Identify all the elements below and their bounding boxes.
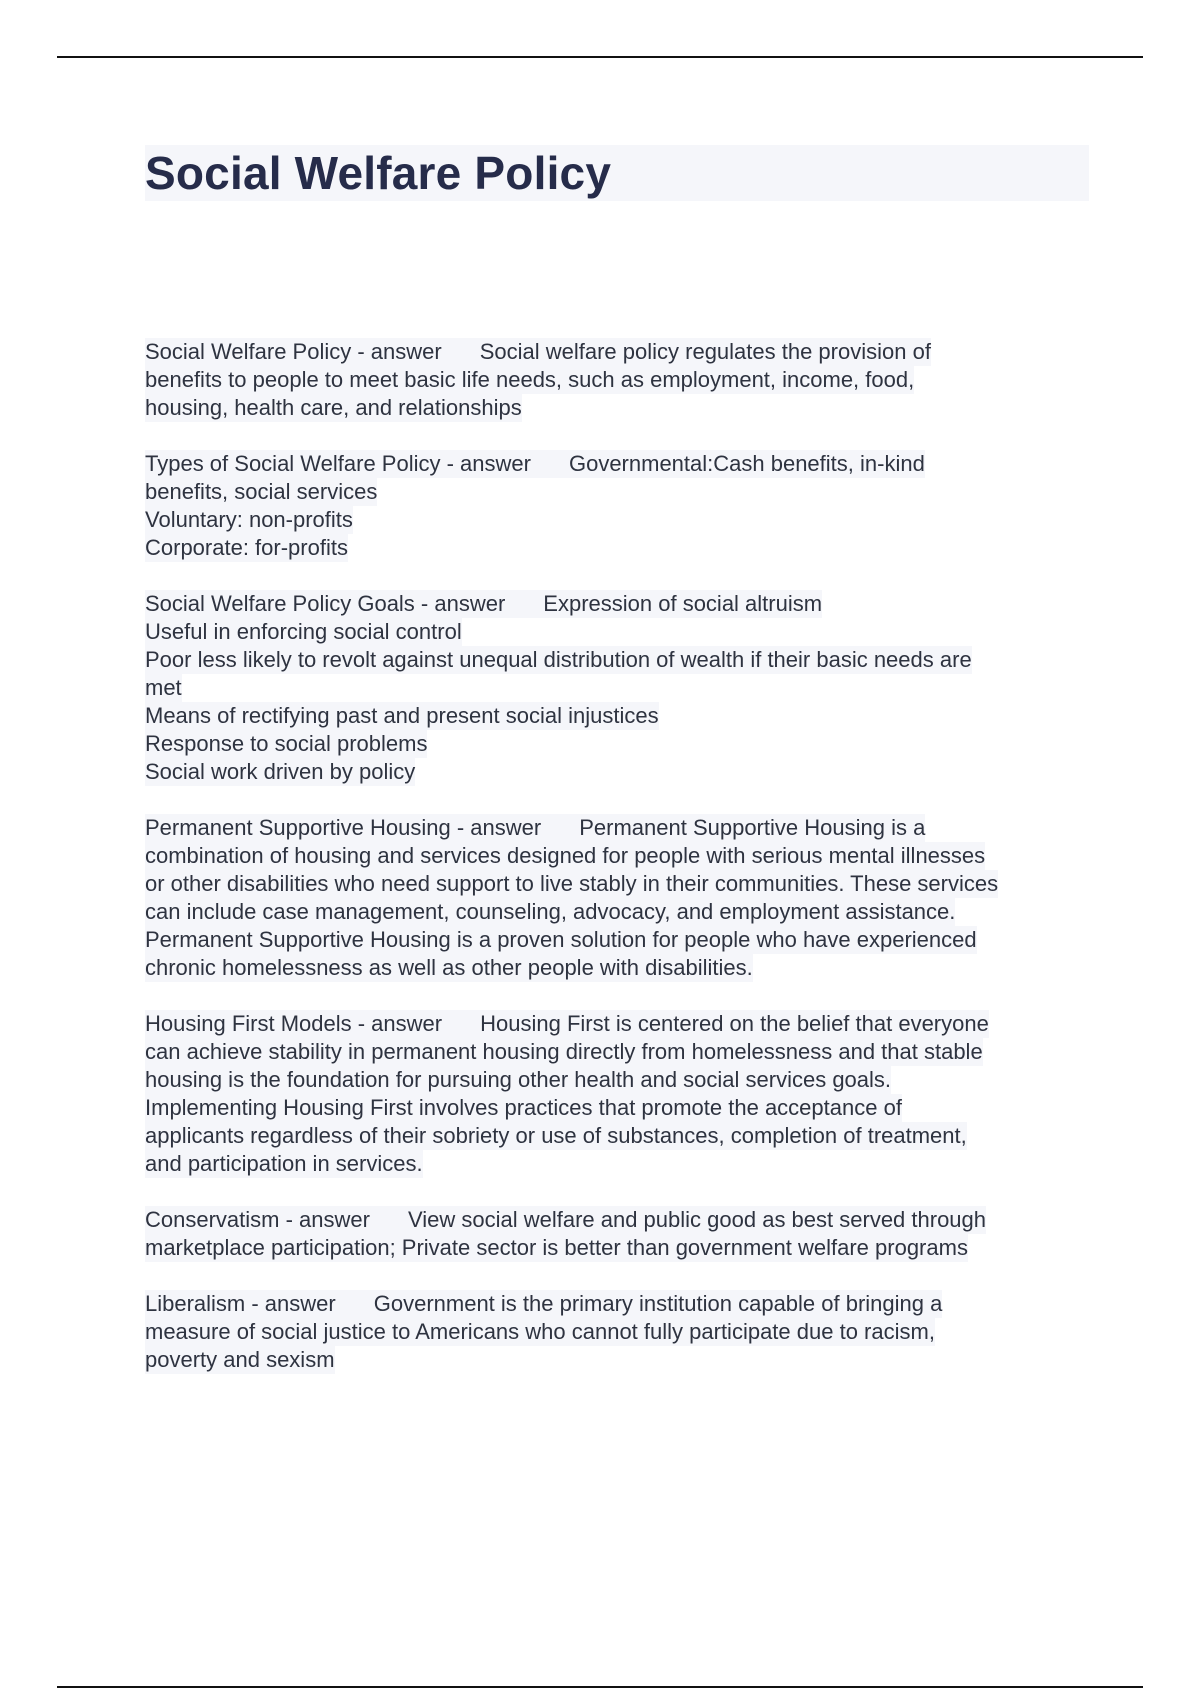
card-term: Liberalism - answer — [145, 1291, 336, 1316]
card-answer-line: Corporate: for-profits — [145, 535, 348, 560]
card-term: Social Welfare Policy Goals - answer — [145, 591, 506, 616]
card-answer-line: Means of rectifying past and present social injustices — [145, 703, 659, 728]
card-answer-line: marketplace participation; Private sector is better than government welfare programs — [145, 1235, 968, 1260]
card-answer-line: Social welfare policy regulates the provision of — [479, 339, 931, 364]
flashcard-list — [145, 338, 1089, 1402]
card-answer-line: Housing First is centered on the belief that everyone — [480, 1011, 989, 1036]
card-answer-line: Government is the primary institution capable of bringing a — [373, 1291, 943, 1316]
flashcard — [145, 590, 1089, 786]
card-answer-line: applicants regardless of their sobriety or use of substances, completion of treatment, — [145, 1123, 967, 1148]
top-rule — [57, 56, 1143, 58]
card-answer-line: met — [145, 675, 182, 700]
card-answer-line: Permanent Supportive Housing is a — [579, 815, 926, 840]
card-answer-line: benefits, social services — [145, 479, 378, 504]
card-answer-line: Expression of social altruism — [543, 591, 823, 616]
flashcard — [145, 338, 1089, 422]
card-answer-line: poverty and sexism — [145, 1347, 335, 1372]
card-answer-line: Permanent Supportive Housing is a proven solution for people who have experienced — [145, 927, 977, 952]
flashcard — [145, 1206, 1089, 1262]
card-answer-line: can include case management, counseling, advocacy, and employment assistance. — [145, 899, 956, 924]
card-answer-line: Social work driven by policy — [145, 759, 416, 784]
card-answer-line: Useful in enforcing social control — [145, 619, 462, 644]
card-answer-line: can achieve stability in permanent housing directly from homelessness and that stable — [145, 1039, 983, 1064]
card-term: Social Welfare Policy - answer — [145, 339, 442, 364]
card-answer-line: housing, health care, and relationships — [145, 395, 522, 420]
card-first-line — [145, 1010, 989, 1038]
card-term: Permanent Supportive Housing - answer — [145, 815, 542, 840]
card-first-line — [145, 814, 925, 842]
flashcard — [145, 1290, 1089, 1374]
bottom-rule — [57, 1686, 1143, 1688]
card-answer-line: measure of social justice to Americans who cannot fully participate due to racism, — [145, 1319, 935, 1344]
card-answer-line: Poor less likely to revolt against unequal distribution of wealth if their basic needs are — [145, 647, 972, 672]
card-answer-line: Voluntary: non-profits — [145, 507, 353, 532]
card-answer-line: or other disabilities who need support to live stably in their communities. These services — [145, 871, 999, 896]
card-first-line — [145, 450, 925, 478]
flashcard — [145, 1010, 1089, 1178]
card-first-line — [145, 338, 931, 366]
card-first-line — [145, 590, 822, 618]
card-answer-line: Implementing Housing First involves practices that promote the acceptance of — [145, 1095, 902, 1120]
card-answer-line: View social welfare and public good as best served through — [407, 1207, 987, 1232]
card-answer-line: chronic homelessness as well as other people with disabilities. — [145, 955, 753, 980]
page-title: Social Welfare Policy — [145, 147, 612, 199]
card-term: Conservatism - answer — [145, 1207, 370, 1232]
card-answer-line: combination of housing and services designed for people with serious mental illnesses — [145, 843, 986, 868]
card-answer-line: benefits to people to meet basic life needs, such as employment, income, food, — [145, 367, 915, 392]
card-term: Types of Social Welfare Policy - answer — [145, 451, 531, 476]
card-term: Housing First Models - answer — [145, 1011, 443, 1036]
card-answer-line: and participation in services. — [145, 1151, 423, 1176]
card-first-line — [145, 1290, 942, 1318]
card-first-line — [145, 1206, 986, 1234]
card-answer-line: Response to social problems — [145, 731, 428, 756]
card-answer-line: housing is the foundation for pursuing other health and social services goals. — [145, 1067, 892, 1092]
card-answer-line: Governmental:Cash benefits, in-kind — [568, 451, 925, 476]
flashcard — [145, 450, 1089, 562]
flashcard — [145, 814, 1089, 982]
